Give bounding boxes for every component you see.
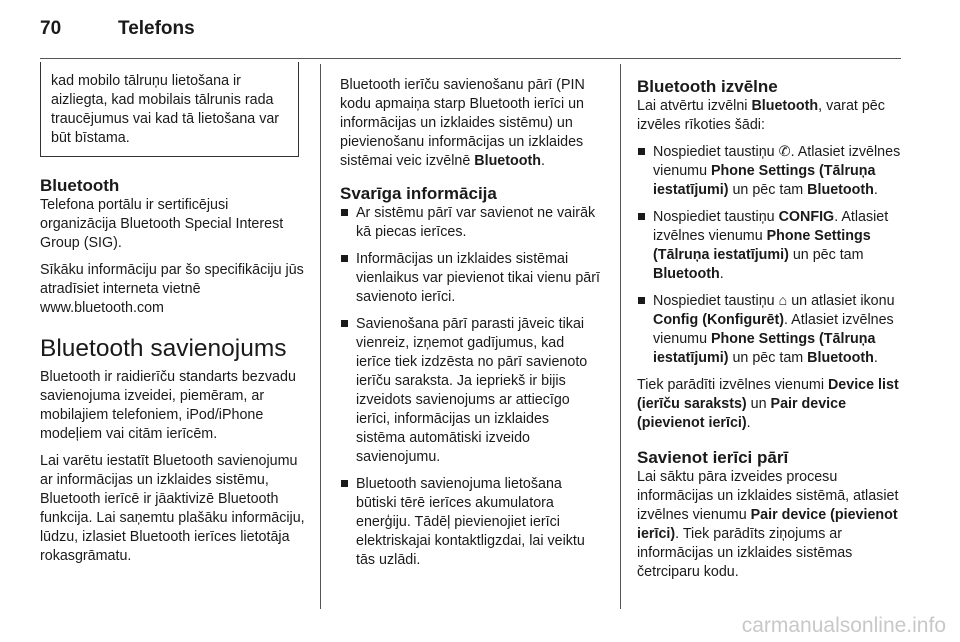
step-text: . Atlasiet izvēlnes vienumu bbox=[653, 209, 889, 244]
connection-paragraph-1: Bluetooth ir raidierīču standarts bezvadu savienojuma izveidei, piemēram, ar mobilajiem telefoniem, iPod/iPhone modeļiem vai citām ierīcēm. bbox=[40, 369, 296, 442]
step-text: un pēc tam bbox=[728, 182, 808, 198]
step-text: Nospiediet taustiņu bbox=[653, 293, 779, 309]
step-bold: Bluetooth bbox=[653, 266, 720, 282]
list-item bbox=[637, 292, 903, 368]
step-text: Nospiediet taustiņu bbox=[653, 144, 779, 160]
menu-intro bbox=[637, 97, 903, 135]
important-list bbox=[340, 204, 602, 570]
step-text: . Atlasiet izvēlnes vienumu bbox=[653, 312, 894, 347]
bluetooth-paragraph-1: Telefona portālu ir sertificējusi organizācija Bluetooth Special Interest Group (SIG). bbox=[40, 197, 284, 251]
step-text: . Atlasiet izvēlnes vienumu bbox=[653, 144, 901, 179]
list-item: Bluetooth savienojuma lietošana būtiski tērē ierīces akumulatora enerģiju. Tādēļ pievienojiet ierīci elektriskajai kontaktligzdai, lai veiktu tās uzlādi. bbox=[340, 475, 602, 570]
step-text: . bbox=[719, 266, 724, 282]
pairing-text: Bluetooth ierīču savienošanu pārī (PIN kodu apmaiņa starp Bluetooth ierīci un informācijas un izklaides sistēmu) un pievienošanu informācijas un izklaides sistēmai veic izvēlnē bbox=[340, 77, 585, 169]
step-bold: Config (Konfigurēt) bbox=[653, 312, 785, 328]
step-bold: Phone Settings (Tālruņa iestatījumi) bbox=[653, 228, 871, 263]
menu-heading: Bluetooth izvēlne bbox=[637, 77, 778, 96]
step-text: un pēc tam bbox=[788, 247, 864, 263]
para-text: . Tiek parādīts ziņojums ar informācijas un izklaides sistēmas četrciparu kodu. bbox=[637, 526, 853, 580]
bluetooth-heading: Bluetooth bbox=[40, 176, 120, 195]
list-item: Informācijas un izklaides sistēmai vienlaikus var pievienot tikai vienu pārī savienoto ierīci. bbox=[340, 250, 602, 307]
page-title: Telefons bbox=[118, 18, 195, 39]
list-item bbox=[637, 208, 903, 284]
step-bold: Phone Settings (Tālruņa iestatījumi) bbox=[653, 163, 876, 198]
para-text: Tiek parādīti izvēlnes vienumi bbox=[637, 377, 828, 393]
step-bold: CONFIG bbox=[778, 209, 835, 225]
home-icon: ⌂ bbox=[778, 293, 788, 309]
pair-heading: Savienot ierīci pārī bbox=[637, 448, 789, 467]
pairing-end: . bbox=[540, 153, 545, 169]
menu-steps-list bbox=[637, 143, 903, 368]
step-bold: Phone Settings (Tālruņa iestatījumi) bbox=[653, 331, 876, 366]
intro-bold: Bluetooth bbox=[751, 98, 819, 114]
step-bold: Bluetooth bbox=[807, 350, 874, 366]
column-1 bbox=[40, 72, 305, 574]
column-2 bbox=[340, 76, 602, 578]
step-text: . bbox=[873, 350, 878, 366]
pairing-bold: Bluetooth bbox=[474, 153, 541, 169]
connection-paragraph-2: Lai varētu iestatīt Bluetooth savienojumu ar informācijas un izklaides sistēmu, Bluetooth ierīcē ir jāaktivizē Bluetooth funkcija. Lai saņemtu plašāku informāciju, lūdzu, izlasiet Bluetooth ierīces lietotāja rokasgrāmatu. bbox=[40, 453, 305, 564]
step-text: Nospiediet taustiņu bbox=[653, 209, 779, 225]
para-bold: Pair device (pievienot ierīci) bbox=[637, 396, 847, 431]
warning-box bbox=[40, 62, 299, 157]
column-divider-2 bbox=[620, 64, 621, 609]
warning-text: kad mobilo tālruņu lietošana ir aizliegta, kad mobilais tālrunis rada traucējumus vai kad tā lietošana var būt bīstama. bbox=[51, 73, 280, 146]
para-bold: Pair device (pievienot ierīci) bbox=[637, 507, 898, 542]
header-rule bbox=[40, 58, 901, 59]
step-text: un pēc tam bbox=[728, 350, 808, 366]
para-bold: Device list (ierīču saraksts) bbox=[637, 377, 899, 412]
list-item bbox=[637, 143, 903, 200]
intro-text-b: , varat pēc izvēles rīkoties šādi: bbox=[637, 98, 885, 133]
step-text: . bbox=[873, 182, 878, 198]
page-number: 70 bbox=[40, 18, 62, 39]
pairing-paragraph bbox=[340, 76, 602, 171]
watermark[interactable]: carmanualsonline.info bbox=[741, 614, 946, 637]
list-item: Savienošana pārī parasti jāveic tikai vienreiz, izņemot gadījumus, kad ierīce tiek izdzēsta no pārī savienoto ierīču saraksta. Ja iepriekš ir bijis izveidots savienojums ar attiecīgo ierīci, informācijas un izklaides sistēma automātiski izveido savienojumu. bbox=[340, 315, 602, 467]
page-header bbox=[40, 18, 900, 48]
important-heading: Svarīga informācija bbox=[340, 184, 497, 203]
bluetooth-paragraph-2: Sīkāku informāciju par šo specifikāciju jūs atradīsiet interneta vietnē www.bluetooth.com bbox=[40, 262, 304, 316]
para-text: . bbox=[746, 415, 751, 431]
para-text: un bbox=[746, 396, 771, 412]
column-divider-1 bbox=[320, 64, 321, 609]
step-bold: Bluetooth bbox=[807, 182, 874, 198]
para-text: Lai sāktu pāra izveides procesu informācijas un izklaides sistēmā, atlasiet izvēlnes vienumu bbox=[637, 469, 899, 523]
list-item: Ar sistēmu pārī var savienot ne vairāk kā piecas ierīces. bbox=[340, 204, 602, 242]
phone-icon: ✆ bbox=[778, 144, 791, 160]
intro-text-a: Lai atvērtu izvēlni bbox=[637, 98, 752, 114]
pair-paragraph bbox=[637, 468, 903, 582]
connection-heading: Bluetooth savienojums bbox=[40, 335, 287, 362]
step-text: un atlasiet ikonu bbox=[787, 293, 895, 309]
menu-items-paragraph bbox=[637, 376, 903, 433]
column-3 bbox=[637, 76, 903, 590]
